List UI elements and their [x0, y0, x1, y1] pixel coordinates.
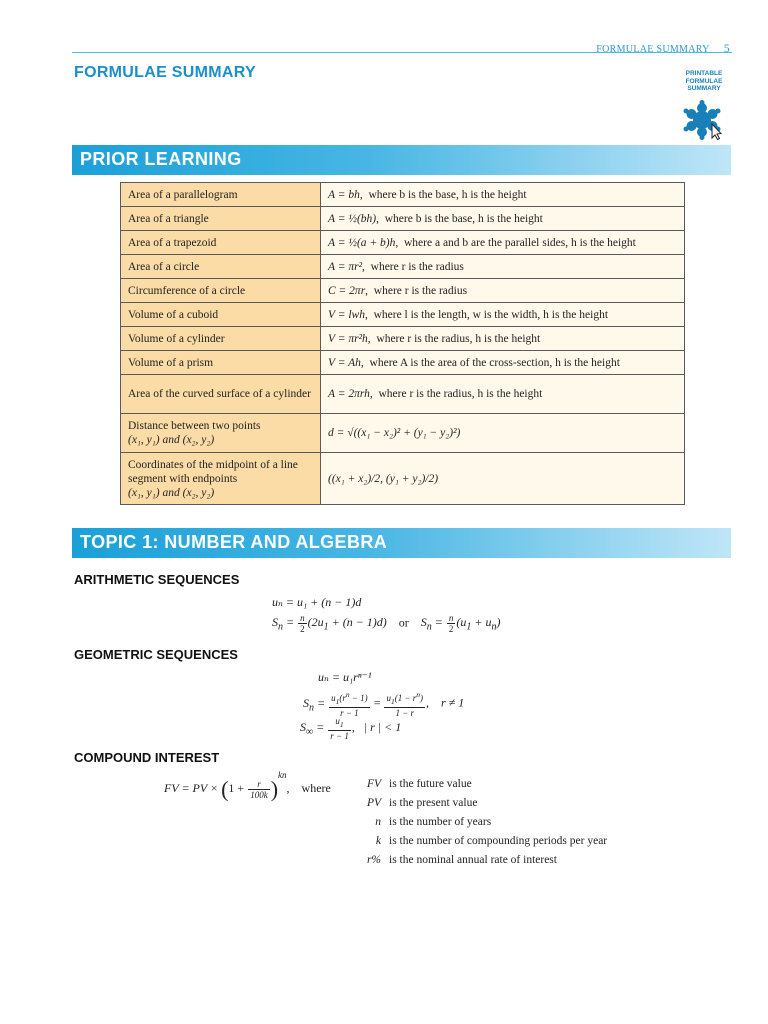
prior-learning-heading: PRIOR LEARNING [80, 149, 242, 169]
row-name: Circumference of a circle [121, 279, 321, 303]
legend-item [353, 854, 557, 866]
row-desc: where r is the radius [370, 260, 464, 273]
row-desc: where l is the length, w is the width, h is the height [373, 308, 609, 321]
row-name: Coordinates of the midpoint of a line segment with endpoints [128, 458, 298, 485]
legend-text: is the nominal annual rate of interest [389, 854, 557, 866]
row-points: (x₁, y₁) and (x₂, y₂) [128, 486, 215, 499]
table-row: Volume of a cylinder V = πr²h, where r is the radius, h is the height [121, 327, 685, 351]
snowflake-cursor-icon[interactable] [682, 100, 726, 140]
page-number: 5 [723, 41, 730, 55]
legend-symbol: k [375, 835, 381, 847]
legend-symbol: r% [366, 854, 381, 866]
convergence-condition: | r | < 1 [363, 720, 402, 735]
topic1-band [72, 528, 731, 558]
row-formula: A = bh [328, 188, 360, 201]
row-desc: where r is the radius [373, 284, 468, 297]
printable-label-2: FORMULAE [685, 77, 723, 85]
row-name: Area of a triangle [121, 207, 321, 231]
table-row [121, 414, 685, 453]
printable-label-3: SUMMARY [687, 85, 721, 92]
prior-learning-band [72, 145, 731, 175]
legend-item [353, 816, 491, 828]
row-desc: where b is the base, h is the height [384, 212, 543, 225]
or-label: or [398, 615, 409, 630]
row-name: Area of the curved surface of a cylinder [121, 375, 321, 414]
legend-text: is the future value [389, 778, 472, 790]
printable-label-1: PRINTABLE [685, 70, 723, 77]
table-row: Circumference of a circle C = 2πr, where r is the radius [121, 279, 685, 303]
row-formula: A = ½(a + b)h [328, 236, 396, 249]
row-name: Distance between two points [128, 420, 261, 432]
arithmetic-sum: $S_n$ = $\frac{n}{2}$ $(2u_1 + (n - 1)d)$ or $S_n$ = $\frac{n}{2}$ $(u_1 + u_n)$ [272, 613, 501, 634]
row-desc: where A is the area of the cross-section, h is the height [369, 356, 620, 369]
compound-heading: COMPOUND INTEREST [74, 750, 220, 765]
row-desc: where r is the radius, h is the height [378, 388, 543, 400]
table-row: Area of a parallelogram A = bh, where b is the base, h is the height [121, 183, 685, 207]
legend-symbol: n [375, 816, 381, 828]
page-title: FORMULAE SUMMARY [74, 64, 256, 81]
row-name: Area of a trapezoid [121, 231, 321, 255]
row-formula: C = 2πr [328, 284, 366, 297]
arithmetic-nth-term: uₙ = u₁ + (n − 1)d [272, 595, 362, 609]
row-formula: V = lwh [328, 308, 365, 321]
row-formula: V = πr²h [328, 332, 368, 345]
row-name: Volume of a cylinder [121, 327, 321, 351]
legend-text: is the number of compounding periods per year [389, 835, 608, 847]
table-row: Area of a triangle A = ½(bh), where b is the base, h is the height [121, 207, 685, 231]
table-row: Volume of a prism V = Ah, where A is the area of the cross-section, h is the height [121, 351, 685, 375]
table-row: Area of the curved surface of a cylinder A = 2πrh, where r is the radius, h is the height [121, 375, 685, 414]
table-row: Area of a trapezoid A = ½(a + b)h, where a and b are the parallel sides, h is the height [121, 231, 685, 255]
legend-item [353, 835, 607, 847]
table-row: Volume of a cuboid V = lwh, where l is the length, w is the width, h is the height [121, 303, 685, 327]
legend-symbol: PV [366, 797, 381, 809]
row-desc: where b is the base, h is the height [368, 188, 527, 201]
printable-summary-link[interactable] [676, 70, 732, 93]
table-row: Area of a circle A = πr², where r is the radius [121, 255, 685, 279]
legend-text: is the present value [389, 797, 478, 809]
legend-item [353, 778, 472, 790]
row-formula: A = πr² [328, 260, 363, 273]
prior-learning-table [120, 182, 685, 505]
row-formula: A = ½(bh) [328, 212, 377, 225]
row-desc: where r is the radius, h is the height [376, 332, 541, 345]
arithmetic-heading: ARITHMETIC SEQUENCES [74, 572, 240, 587]
geometric-heading: GEOMETRIC SEQUENCES [74, 647, 238, 662]
row-points: (x₁, y₁) and (x₂, y₂) [128, 434, 215, 446]
legend-text: is the number of years [389, 816, 492, 828]
compound-formula: FV = PV × (1 + $\frac{r}{100k}$ )$^{kn}$, where [164, 770, 331, 802]
geometric-nth-term: uₙ = u₁rⁿ⁻¹ [318, 670, 372, 684]
row-name: Area of a parallelogram [121, 183, 321, 207]
ratio-condition: r ≠ 1 [441, 695, 465, 710]
geometric-infinite-sum: $S_\infty$ = $\frac{u_1}{r - 1}$ , | r | < 1 [300, 716, 402, 741]
row-formula: V = Ah [328, 356, 361, 369]
legend-symbol: FV [366, 778, 381, 790]
row-desc: where a and b are the parallel sides, h is the height [404, 236, 636, 249]
running-head [596, 41, 730, 56]
row-name: Area of a circle [121, 255, 321, 279]
row-formula: ((x₁ + x₂)/2, (y₁ + y₂)/2) [328, 472, 439, 485]
topic1-heading: TOPIC 1: NUMBER AND ALGEBRA [80, 532, 388, 552]
row-name: Volume of a cuboid [121, 303, 321, 327]
table-row [121, 453, 685, 505]
row-name: Volume of a prism [121, 351, 321, 375]
where-label: where [301, 781, 331, 795]
row-formula: d = √((x₁ − x₂)² + (y₁ − y₂)²) [328, 427, 461, 439]
running-head-text: FORMULAE SUMMARY [596, 44, 710, 55]
geometric-sum: $S_n$ = $\frac{u_1(r^n - 1)}{r - 1}$ = $\frac{u_1(1 - r^n)}{1 - r}$ , r ≠ 1 [303, 690, 465, 718]
row-formula: A = 2πrh [328, 388, 370, 400]
legend-item [353, 797, 477, 809]
